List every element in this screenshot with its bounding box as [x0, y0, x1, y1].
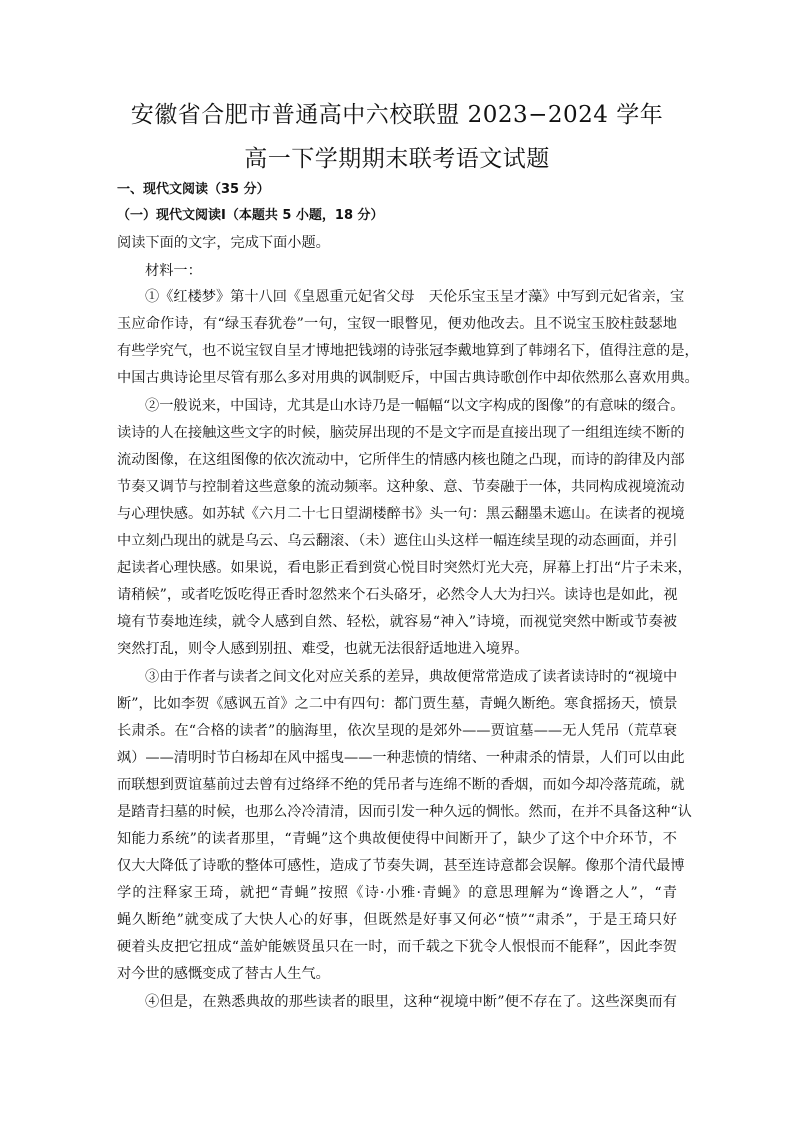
- paragraph-line: 而联想到贾谊墓前过去曾有过络绎不绝的凭吊者与连绵不断的香烟，而如今却冷落荒疏，就: [117, 777, 685, 793]
- paragraph-line: 仅大大降低了诗歌的整体可感性，造成了节奏失调，甚至连诗意都会误解。像那个清代最博: [117, 858, 685, 874]
- paragraph-line: 玉应命作诗，有“绿玉春犹卷”一句，宝钗一眼瞥见，便劝他改去。且不说宝玉胶柱鼓瑟地: [117, 316, 677, 332]
- paragraph-line: 硬着头皮把它扭成“盖妒能嫉贤虽只在一时，而千载之下犹令人恨恨而不能释”，因此李贺: [117, 939, 677, 955]
- paragraph-line: 断”，比如李贺《感讽五首》之二中有四句：都门贾生墓，青蝇久断绝。寒食摇扬天，愤景: [117, 696, 678, 712]
- paragraph-line: 长肃杀。在“合格的读者”的脑海里，依次呈现的是郊外——贾谊墓——无人凭吊（荒草衰: [117, 723, 677, 739]
- paragraph-line: 突然打乱，则令人感到别扭、难受，也就无法很舒适地进入境界。: [117, 641, 529, 657]
- subsection-heading: （一）现代文阅读Ⅰ（本题共 5 小题，18 分）: [117, 208, 384, 223]
- paragraph-line: 蝇久断绝”就变成了大快人心的好事，但既然是好事又何必“愤”“肃杀”，于是王琦只好: [117, 912, 677, 928]
- paragraph-line: 中国古典诗论里尽管有那么多对用典的讽制贬斥，中国古典诗歌创作中却依然那么喜欢用典。: [117, 370, 699, 386]
- document-title: 安徽省合肥市普通高中六校联盟 2023−2024 学年: [130, 102, 664, 128]
- paragraph-line: 对今世的感慨变成了替古人生气。: [117, 966, 330, 982]
- paragraph-line: 是踏青扫墓的时候，也那么冷冷清清，因而引发一种久远的惆怅。然而，在并不具备这种“认: [117, 804, 692, 820]
- paragraph-line: 境有节奏地连续，就令人感到自然、轻松，就容易“神入”诗境，而视觉突然中断或节奏被: [117, 614, 677, 630]
- paragraph-line: 有些学究气，也不说宝钗自呈才博地把钱翊的诗张冠李戴地算到了韩翊名下，值得注意的是，: [117, 343, 699, 359]
- paragraph-line: 飒）——清明时节白杨却在风中摇曳——一种悲愤的情绪、一种肃杀的情景，人们可以由此: [117, 750, 685, 766]
- paragraph-line: 流动图像，在这组图像的依次流动中，它所伴生的情感内核也随之凸现，而诗的韵律及内部: [117, 452, 685, 468]
- paragraph-line: 读诗的人在接触这些文字的时候，脑荧屏出现的不是文字而是直接出现了一组组连续不断的: [117, 425, 685, 441]
- paragraph-line: ②一般说来，中国诗，尤其是山水诗乃是一幅幅“以文字构成的图像”的有意味的缀合。: [145, 398, 685, 414]
- paragraph-line: 知能力系统”的读者那里，“青蝇”这个典故便使得中间断开了，缺少了这个中介环节，不: [117, 831, 677, 847]
- paragraph-line: ③由于作者与读者之间文化对应关系的差异，典故便常常造成了读者读诗时的“视境中: [145, 669, 678, 685]
- paragraph-line: 请稍候”，或者吃饭吃得正香时忽然来个石头硌牙，必然令人大为扫兴。读诗也是如此，视: [117, 587, 678, 603]
- paragraph-line: 起读者心理快感。如果说，看电影正看到赏心悦目时突然灯光大亮，屏幕上打出“片子未来，: [117, 560, 692, 576]
- paragraph-line: 节奏又调节与控制着这些意象的流动频率。这种象、意、节奏融于一体，共同构成视境流动: [117, 479, 685, 495]
- material-label: 材料一：: [145, 263, 202, 279]
- instruction-text: 阅读下面的文字，完成下面小题。: [117, 235, 330, 251]
- paragraph-line: ①《红楼梦》第十八回《皇恩重元妃省父母 天伦乐宝玉呈才藻》中写到元妃省亲，宝: [145, 289, 685, 305]
- paragraph-line: 与心理快感。如苏轼《六月二十七日望湖楼醉书》头一句：黑云翻墨未遮山。在读者的视境: [117, 506, 685, 522]
- paragraph-line: ④但是，在熟悉典故的那些读者的眼里，这种“视境中断”便不存在了。这些深奥而有: [145, 994, 677, 1010]
- paragraph-line: 学的注释家王琦，就把“青蝇”按照《诗·小雅·青蝇》的意思理解为“谗谮之人”，“青: [117, 885, 677, 901]
- paragraph-line: 中立刻凸现出的就是乌云、乌云翻滚、（未）遮住山头这样一幅连续呈现的动态画面，并引: [117, 533, 678, 549]
- document-subtitle: 高一下学期期末联考语文试题: [244, 146, 550, 172]
- section-heading: 一、现代文阅读（35 分）: [117, 182, 270, 197]
